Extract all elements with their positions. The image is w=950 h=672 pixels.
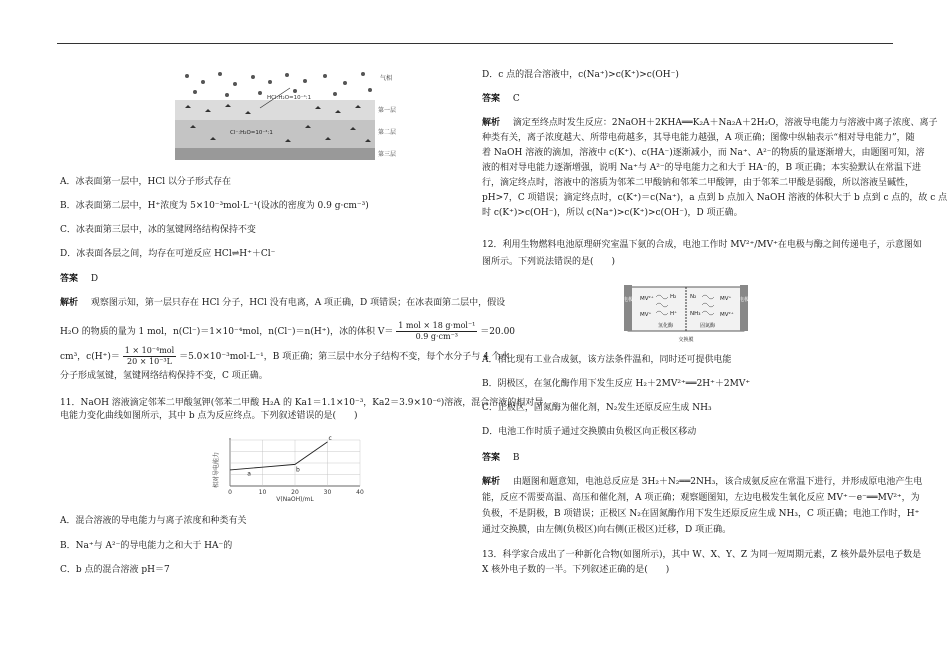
analysis-label: 解析 [482,477,501,487]
nitrogenase-label: 固氮酶 [700,323,716,329]
layer-3 [175,148,375,160]
q13-stem-line-1: 13．科学家合成出了一种新化合物(如图所示)，其中 W、X、Y、Z 为同一短周期元素，Z 核外最外层电子数是 [482,550,922,560]
fraction-numerator: 1 mol × 18 g·mol⁻¹ [398,321,476,330]
q11-option-c: C．b 点的混合溶液 pH＝7 [60,565,170,575]
n2-label: N₂ [690,294,697,300]
mv2-right: MV²⁺ [720,312,734,318]
q12-option-b: B．阴极区，在氢化酶作用下发生反应 H₂＋2MV²⁺══2H⁺＋2MV⁺ [482,379,751,389]
q12-analysis-line-4: 通过交换膜，由左侧(负极区)向右侧(正极区)迁移，D 项正确。 [482,525,732,535]
chart-ticks [228,489,364,496]
label-layer-2: 第二层 [378,129,397,136]
q11-stem-line-1: 11．NaOH 溶液滴定邻苯二甲酸氢钾(邻苯二甲酸 H₂A 的 Ka1＝1.1×10⁻³，Ka2＝3.9×10⁻⁶)溶液，混合溶液的相对导 [60,398,544,408]
analysis-text: 滴定至终点时发生反应：2NaOH＋2KHA══K₂A＋Na₂A＋2H₂O，溶液导电能力与溶液中离子浓度、离子 [512,118,938,128]
q12-option-a: A．相比现有工业合成氨，该方法条件温和，同时还可提供电能 [482,355,732,365]
hplus-label: H⁺ [670,311,678,317]
fraction-concentration [123,346,176,367]
analysis-text: ＝5.0×10⁻³mol·L⁻¹，B 项正确；第三层中水分子结构不变，每个水分子与 4 个水 [179,352,510,362]
chart-series-line [230,442,328,470]
q11-analysis-line-7: 时 c(K⁺)>c(OH⁻)，所以 c(Na⁺)>c(K⁺)>c(OH⁻)，D 项正确。 [482,208,743,218]
fuel-cell-figure [620,283,752,345]
q11-option-d: D．c 点的混合溶液中，c(Na⁺)>c(K⁺)>c(OH⁻) [482,70,679,80]
analysis-label: 解析 [482,118,501,128]
label-gas: 气相 [380,75,393,82]
q10-analysis-line-3 [60,346,510,367]
answer-label: 答案 [482,94,501,104]
chart-point-label-b: b [296,466,300,474]
mv1-right: MV⁺ [720,296,732,302]
right-electrode-label: 电极 [738,297,750,303]
nh3-label: NH₃ [690,311,701,317]
answer-value: C [512,94,520,104]
q11-stem-line-2: 电能力变化曲线如图所示，其中 b 点为反应终点。下列叙述错误的是( ) [60,411,358,421]
chart-x-tick-label: 40 [356,489,364,496]
left-electrode [624,285,632,331]
q12-option-d: D．电池工作时质子通过交换膜由负极区向正极区移动 [482,427,697,437]
fraction-denominator: 0.9 g·cm⁻³ [415,332,459,341]
q12-analysis-line-1 [482,476,922,489]
h2-label: H₂ [670,294,677,300]
q11-option-b: B．Na⁺与 A²⁻的导电能力之和大于 HA⁻的 [60,541,233,551]
mv2-left: MV²⁺ [640,296,654,302]
q12-answer [482,452,520,465]
chart-x-label: V(NaOH)/mL [276,496,314,503]
chart-point-labels [247,435,332,478]
chart-grid [230,440,360,486]
membrane-label: 交换膜 [678,337,694,343]
q11-analysis-line-1 [482,117,937,130]
left-electrode-label: 电极 [622,297,634,303]
chart-point-label-c: c [328,434,332,442]
q13-stem-line-2: X 核外电子数的一半。下列叙述正确的是( ) [482,565,670,575]
q10-option-d: D．冰表面各层之间，均存在可逆反应 HCl⇌H⁺＋Cl⁻ [60,249,276,259]
q10-analysis-line-4: 分子形成氢键，氢键网络结构保持不变，C 项正确。 [60,371,268,381]
q10-option-c: C．冰表面第三层中，冰的氢键网络结构保持不变 [60,225,256,235]
chart-x-tick-label: 10 [258,489,267,496]
layer-1 [175,100,375,120]
analysis-label: 解析 [60,298,79,308]
answer-label: 答案 [482,453,501,463]
q11-option-a: A．混合溶液的导电能力与离子浓度和种类有关 [60,516,247,526]
label-layer-1: 第一层 [378,107,397,114]
header-rule [57,43,893,44]
q10-analysis-line-2 [60,321,515,342]
chart-y-label: 相对导电能力 [213,451,220,489]
label-layer-3: 第三层 [378,151,397,158]
q12-stem-line-1: 12．利用生物燃料电池原理研究室温下氨的合成，电池工作时 MV²⁺/MV⁺在电极与酶之间传递电子，示意图如 [482,240,922,250]
q11-analysis-line-3: 着 NaOH 溶液的滴加，溶液中 c(K⁺)、c(HA⁻)逐渐减小，而 Na⁺、A²⁻的物质的量逐渐增大，由题图可知，溶 [482,148,925,158]
chart-x-tick-label: 0 [228,489,232,496]
answer-value: B [512,453,520,463]
q11-analysis-line-6: pH>7，C 项错误；滴定终点时，c(K⁺)＝c(Na⁺)，a 点到 b 点加入 NaOH 溶液的体积大于 b 点到 c 点的，故 c 点 [482,193,948,203]
chart-x-tick-label: 30 [323,489,332,496]
fraction-denominator: 20 × 10⁻³L [127,357,172,366]
q11-answer [482,93,520,106]
q12-analysis-line-2: 能，反应不需要高温、高压和催化剂，A 项正确；观察题图知，左边电极发生氧化反应 MV⁺－e⁻══MV²⁺，为 [482,493,920,503]
right-electrode [740,285,748,331]
q10-option-a: A．冰表面第一层中，HCl 以分子形式存在 [60,177,231,187]
q10-analysis-line-1 [60,297,505,310]
hydrogenase-label: 氢化酶 [658,323,674,329]
label-cl-ratio: Cl⁻:H₂O=10⁻⁴:1 [230,130,273,136]
q10-answer [60,273,98,286]
label-hcl-ratio: HCl:H₂O=10⁻⁴:1 [267,95,312,101]
analysis-text: 由题图和题意知，电池总反应是 3H₂＋N₂══2NH₃，该合成氨反应在常温下进行，并形成原电池产生电 [512,477,923,487]
chart-x-tick-label: 20 [291,489,299,496]
analysis-text: H₂O 的物质的量为 1 mol，n(Cl⁻)＝1×10⁻⁴mol，n(Cl⁻)＝n(H⁺)，冰的体积 V＝ [60,327,394,337]
gas-molecules [185,72,372,97]
layer-2 [175,120,375,148]
q11-analysis-line-5: 行，滴定终点时，溶液中的溶质为邻苯二甲酸钠和邻苯二甲酸钾，由于邻苯二甲酸是弱酸，所以溶液呈碱性， [482,178,915,188]
q12-analysis-line-3: 负极，不是阴极，B 项错误；正极区 N₂在固氮酶作用下发生还原反应生成 NH₃，C 项正确；电池工作时，H⁺ [482,509,920,519]
q12-stem-line-2: 图所示。下列说法错误的是( ) [482,257,616,267]
chart-point-label-a: a [247,470,251,478]
q11-analysis-line-2: 种类有关，离子浓度越大、所带电荷越多，其导电能力越强，A 项正确；图像中纵轴表示“相对导电能力”，随 [482,133,915,143]
analysis-text: cm³，c(H⁺)＝ [60,352,120,362]
q12-option-c: C．正极区，固氮酶为催化剂，N₂发生还原反应生成 NH₃ [482,403,712,413]
answer-label: 答案 [60,274,79,284]
q11-analysis-line-4: 液的相对导电能力逐渐增强，说明 Na⁺与 A²⁻的导电能力之和大于 HA⁻的，B 项正确；本实验默认在常温下进 [482,163,922,173]
answer-value: D [90,274,99,284]
analysis-text: ＝20.00 [480,327,516,337]
ice-surface-figure [175,68,410,163]
conductivity-chart [210,434,380,504]
q10-option-b: B．冰表面第二层中，H⁺浓度为 5×10⁻³mol·L⁻¹(设冰的密度为 0.9 g·cm⁻³) [60,201,369,211]
analysis-text: 观察图示知，第一层只存在 HCl 分子，HCl 没有电离，A 项正确，D 项错误；在冰表面第二层中，假设 [90,298,506,308]
fraction-numerator: 1 × 10⁻⁴mol [124,346,175,355]
fraction-volume [396,321,477,342]
mv1-left: MV⁺ [640,312,652,318]
